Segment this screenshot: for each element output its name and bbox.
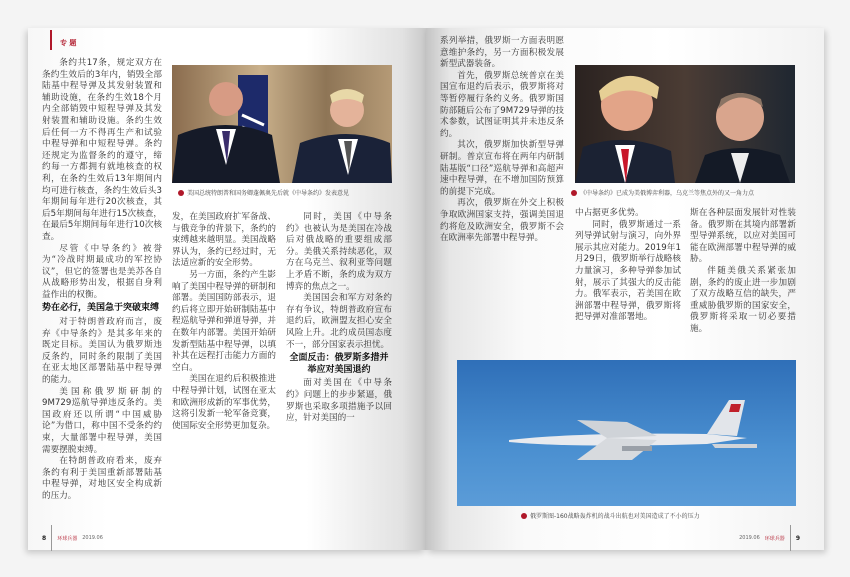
paragraph: 再次，俄罗斯在外交上积极争取欧洲国家支持，强调美国退约将危及欧洲安全，俄罗斯不会在欧洲率先部署中程导弹。 [440, 198, 564, 244]
paragraph: 对于特朗普政府而言，废弃《中导条约》是其多年来的既定目标。美国认为俄罗斯违反条约，同时条约限制了美国在亚太地区部署陆基中程导弹的能力。 [42, 317, 162, 386]
caption-bullet-icon [521, 513, 527, 519]
left-page [28, 28, 426, 550]
paragraph: 发，在美国政府扩军备战、与俄竞争的背景下，条约的束缚越来越明显。美国战略界认为，条约已经过时，无法适应新的安全形势。 [172, 212, 276, 269]
paragraph: 中占据更多优势。 [575, 208, 644, 218]
photo-caption [178, 188, 349, 197]
left-column-1 [42, 58, 162, 503]
paragraph: 美国称俄罗斯研制的9M729巡航导弹违反条约。美国政府还以所谓“中国威胁论”为借口，称中国不受条约约束，大量部署中程导弹，美国需要摆脱束缚。 [42, 386, 162, 455]
paragraph: 在特朗普政府看来，废弃条约有利于美国重新部署陆基中程导弹，对地区安全构成新的压力。 [42, 456, 162, 501]
right-column-3 [690, 208, 796, 336]
paragraph: 美国在退约后积极推进中程导弹计划，试图在亚太和欧洲形成新的军事优势，这将引发新一轮军备竞赛，使国际安全形势更加复杂。 [172, 374, 276, 431]
left-footer [42, 525, 103, 551]
caption-bullet-icon [178, 190, 184, 196]
right-page [426, 28, 824, 550]
photo-trump-putin [575, 65, 795, 183]
photo-illustration [575, 65, 795, 183]
paragraph: 首先，俄罗斯总统普京在美国宣布退约后表示，俄罗斯将对等暂停履行条约义务。俄罗斯国防部随后公布了9M729导弹的技术参数，试图证明其并未违反条约。 [440, 70, 564, 139]
section-heading: 全面反击：俄罗斯多措并举应对美国退约 [289, 353, 389, 375]
paragraph: 伴随美俄关系紧张加剧，条约的废止进一步加剧了双方战略互信的缺失，严重威胁俄罗斯的国家安全，俄罗斯将采取一切必要措施。 [690, 265, 796, 334]
photo-caption [571, 188, 754, 197]
paragraph: 尽管《中导条约》被誉为“冷战时期最成功的军控协议”，但它的签署也是美苏各自从战略形势出发，根据自身利益作出的权衡。 [42, 243, 162, 300]
footer-magazine: 环球兵器 [57, 535, 78, 542]
section-heading: 势在必行，美国急于突破束缚 [42, 303, 160, 314]
bomber-illustration [457, 360, 796, 506]
footer-divider [790, 525, 791, 551]
left-column-2 [172, 212, 276, 432]
paragraph: 同时，美国《中导条约》也被认为是美国在冷战后对俄战略的重要组成部分。美俄关系持续恶化，双方在乌克兰、叙利亚等问题上矛盾不断，条约成为双方博弈的焦点之一。 [286, 212, 392, 292]
paragraph: 同时，俄罗斯通过一系列导弹试射与演习，向外界展示其应对能力。2019年1月29日，俄罗斯举行战略核力量演习，多种导弹参加试射，展示了其强大的反击能力。俄军表示，若美国在欧洲部署中程导弹，俄罗斯将把导弹对准部署地。 [575, 219, 681, 323]
paragraph: 系列举措，俄罗斯一方面表明愿意维护条约，另一方面积极发展新型武器装备。 [440, 36, 564, 70]
caption-text: 俄罗斯图-160战略轰炸机的战斗出航也对美国造成了不小的压力 [530, 513, 700, 520]
section-label: 专 题 [60, 39, 77, 47]
paragraph: 其次，俄罗斯加快新型导弹研制。普京宣布将在两年内研制陆基版“口径”巡航导弹和高超声速中程导弹，在不增加国防预算的前提下完成。 [440, 140, 564, 197]
photo-pompeo-trump [172, 65, 392, 183]
footer-issue: 2019.06 [739, 535, 760, 541]
page-number: 8 [42, 534, 47, 542]
footer-issue: 2019.06 [82, 535, 103, 541]
right-column-2 [575, 208, 681, 324]
paragraph: 面对美国在《中导条约》问题上的步步紧逼，俄罗斯也采取多项措施予以回应，针对美国的一 [286, 378, 392, 424]
caption-bullet-icon [571, 190, 577, 196]
caption-text: 美国总统特朗普和国务卿蓬佩奥先后就《中导条约》发表意见 [187, 190, 350, 197]
paragraph: 美国国会和军方对条约存有争议，特朗普政府宣布退约后，欧洲盟友担心安全风险上升。北约成员国态度不一，部分国家表示担忧。 [286, 293, 392, 350]
right-footer [739, 525, 800, 551]
caption-text: 《中导条约》已成为美俄博弈利器，乌克兰等焦点外的又一角力点 [580, 190, 755, 197]
paragraph: 另一方面，条约产生影响了美国中程导弹的研制和部署。美国国防部表示，退约后将立即开始研制陆基中程巡航导弹和弹道导弹，并在数年内部署。美国开始研发新型陆基中程导弹，以填补其在远程打击能力方面的空白。 [172, 269, 276, 373]
paragraph: 条约共17条，规定双方在条约生效后的3年内，销毁全部陆基中程导弹及其发射装置和辅助设施，在条约生效18个月内全部销毁中短程导弹及其发射装置和辅助设施。条约生效后任何一方不得再生产和试验中程导弹和中短程导弹。条约还规定为监督条约的遵守，缔约每一方都拥有就地核查的权利，在条约生效后13年期间内均可进行核查，条约生效后头3年期间每年进行20次核查，其后5年期间每年进行15次核查，在最后5年期间每年进行10次核查。 [42, 58, 162, 242]
left-column-3 [286, 212, 392, 425]
footer-magazine: 环球兵器 [764, 535, 785, 542]
photo-illustration [172, 65, 392, 183]
photo-caption [521, 511, 700, 520]
right-column-1 [440, 36, 564, 245]
page-number: 9 [795, 534, 800, 542]
photo-tu160-bomber [457, 360, 796, 506]
footer-divider [51, 525, 52, 551]
paragraph: 斯在各种层面发展针对性装备。俄罗斯在其境内部署新型导弹系统，以应对美国可能在欧洲部署中程导弹的威胁。 [690, 208, 796, 265]
section-marker [50, 30, 52, 50]
